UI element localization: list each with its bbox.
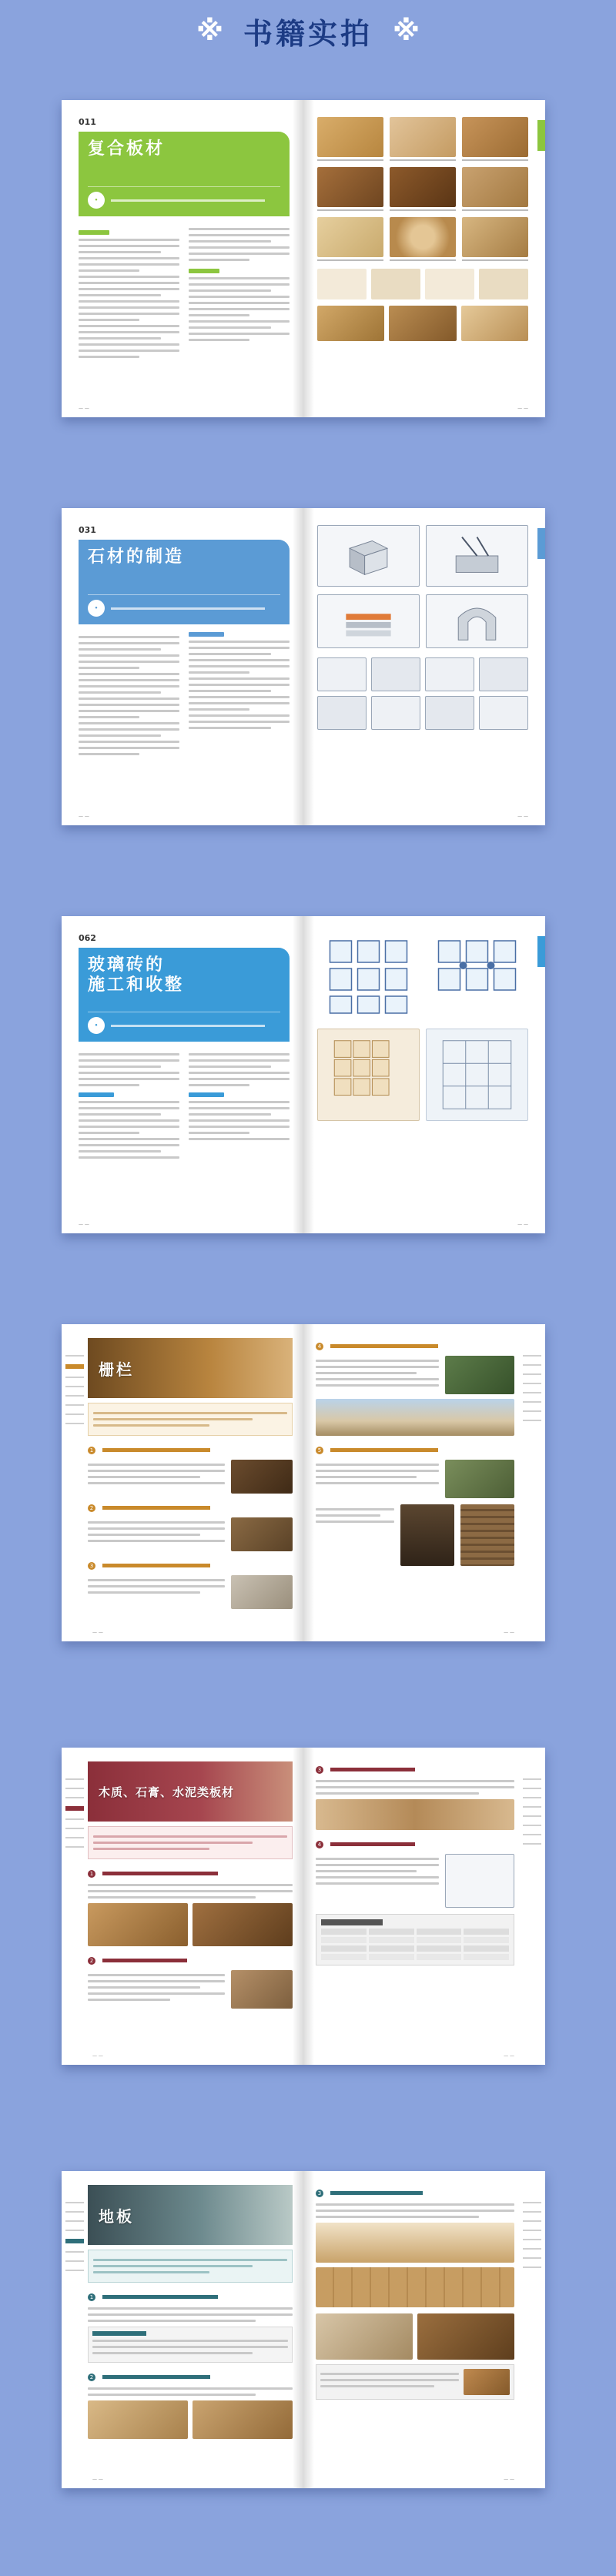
section-number: 062 — [79, 933, 96, 943]
item-number-badge: 2 — [88, 1504, 95, 1512]
finish-sample — [317, 696, 367, 730]
installation-illustration — [426, 1029, 528, 1121]
chapter-nav-column — [519, 2171, 545, 2488]
page-title: 书籍实拍 — [243, 16, 373, 51]
chapter-nav-column — [62, 2171, 88, 2488]
process-illustration-row — [317, 269, 528, 299]
page-number: — — — [92, 2477, 103, 2482]
body-text-column — [189, 1049, 290, 1163]
board-sample-grid — [317, 117, 528, 261]
section-title: 木质、石膏、水泥类板材 — [99, 1785, 235, 1799]
section-title: 复合板材 — [88, 139, 166, 159]
finish-sample — [317, 657, 367, 691]
finish-sample — [479, 657, 528, 691]
page-number: — — — [79, 814, 89, 819]
page-header — [0, 0, 616, 62]
interior-photo — [192, 1903, 293, 1946]
finish-sample — [479, 696, 528, 730]
section-title: 石材的制造 — [88, 547, 185, 567]
key-points-box — [88, 2250, 293, 2283]
page-number: — — — [504, 2053, 514, 2059]
reference-table — [321, 1929, 509, 1960]
spread-right-page — [303, 2171, 545, 2488]
process-illustration — [479, 269, 528, 299]
book-spread-boards — [62, 1748, 545, 2065]
spread-left-page — [62, 100, 303, 417]
joint-diagram — [426, 933, 528, 1018]
decorative-star-right: ※ — [393, 15, 420, 47]
page-number: — — — [517, 406, 528, 411]
interior-photo — [231, 1970, 293, 2009]
chapter-nav-column — [62, 1748, 88, 2065]
spec-table-box — [88, 2327, 293, 2363]
chapter-side-tab — [537, 528, 545, 559]
process-illustration — [371, 269, 420, 299]
finish-sample — [371, 657, 420, 691]
spread-right-page — [303, 916, 545, 1233]
item-number-badge: 2 — [88, 2374, 95, 2381]
board-sample-image — [317, 117, 383, 157]
board-sample-image — [462, 117, 528, 157]
spread-right-page — [303, 1748, 545, 2065]
section-title-line-1: 玻璃砖的 — [88, 955, 166, 975]
point-badge: • — [88, 1017, 105, 1034]
flooring-photo — [192, 2400, 293, 2439]
board-sample-image — [462, 217, 528, 257]
section-number: 031 — [79, 525, 96, 535]
flooring-photo — [316, 2267, 514, 2307]
spread-right-page — [303, 100, 545, 417]
board-sample-image — [317, 167, 383, 207]
reference-table-box — [316, 1914, 514, 1965]
spread-left-page — [62, 1748, 303, 2065]
item-number-badge: 3 — [316, 1766, 323, 1774]
page-number: — — — [79, 406, 89, 411]
page-number: — — — [517, 1222, 528, 1227]
page-number: — — — [517, 814, 528, 819]
key-points-box — [88, 1403, 293, 1436]
flooring-photo — [316, 2313, 413, 2360]
item-number-badge: 3 — [88, 1562, 95, 1570]
spread-left-page — [62, 1324, 303, 1641]
page-number: — — — [92, 1630, 103, 1635]
book-spread-fence — [62, 1324, 545, 1641]
section-title-line-2: 施工和收整 — [88, 975, 185, 995]
stone-cutting-diagram — [427, 526, 527, 586]
finish-samples-grid — [317, 657, 528, 730]
item-number-badge: 5 — [316, 1447, 323, 1454]
chapter-side-tab — [537, 936, 545, 967]
book-gutter-shadow — [293, 1748, 314, 2065]
body-text-column — [79, 224, 179, 362]
flooring-photo — [88, 2400, 188, 2439]
body-text-column — [189, 224, 290, 362]
point-badge: • — [88, 600, 105, 617]
item-number-badge: 1 — [88, 1870, 95, 1878]
book-gutter-shadow — [293, 916, 314, 1233]
section-number: 011 — [79, 117, 96, 127]
item-number-badge: 4 — [316, 1343, 323, 1350]
board-sample-image — [390, 217, 456, 257]
spread-left-page — [62, 2171, 303, 2488]
fence-photo — [231, 1575, 293, 1609]
joint-diagram — [317, 933, 420, 1018]
item-number-badge: 1 — [88, 1447, 95, 1454]
stone-block-diagram — [318, 526, 419, 586]
fence-photo — [231, 1460, 293, 1494]
fence-photo — [231, 1517, 293, 1551]
tip-box — [316, 2364, 514, 2400]
fence-landscape-photo — [316, 1399, 514, 1436]
stone-process-diagrams — [317, 525, 528, 587]
section-title-band — [88, 1338, 293, 1398]
flooring-cross-section — [316, 2223, 514, 2263]
finish-sample — [425, 696, 474, 730]
banner-note — [88, 1012, 280, 1034]
board-photo — [389, 306, 456, 341]
chapter-nav-column — [62, 1324, 88, 1641]
fence-photo — [445, 1356, 514, 1394]
chapter-nav-column — [519, 1324, 545, 1641]
book-gutter-shadow — [293, 100, 314, 417]
process-diagram — [317, 594, 420, 648]
chapter-nav-column — [519, 1748, 545, 2065]
process-illustration — [425, 269, 474, 299]
fence-photo — [445, 1460, 514, 1498]
item-number-badge: 2 — [88, 1957, 95, 1965]
brick-grid-diagram — [426, 933, 528, 1018]
book-spread-flooring — [62, 2171, 545, 2488]
process-diagram — [426, 594, 528, 648]
section-title-band — [88, 2185, 293, 2245]
banner-note — [88, 186, 280, 209]
brick-grid-diagram — [317, 933, 420, 1018]
process-diagram — [317, 525, 420, 587]
book-gutter-shadow — [293, 1324, 314, 1641]
flooring-sample-photo — [464, 2369, 510, 2395]
panel-grid-diagram — [427, 1029, 527, 1120]
section-banner — [79, 540, 290, 624]
book-gutter-shadow — [293, 2171, 314, 2488]
page-number: — — — [79, 1222, 89, 1227]
key-points-box — [88, 1826, 293, 1859]
spread-right-page — [303, 508, 545, 825]
book-spread-glass-brick — [62, 916, 545, 1233]
board-photo — [316, 1799, 514, 1830]
slab-diagram — [318, 595, 419, 647]
body-text-column — [79, 632, 179, 759]
board-sample-image — [462, 167, 528, 207]
board-sample-image — [390, 117, 456, 157]
spread-right-page — [303, 1324, 545, 1641]
banner-note — [88, 594, 280, 617]
section-diagram — [445, 1854, 514, 1908]
section-banner — [79, 948, 290, 1042]
item-number-badge: 1 — [88, 2293, 95, 2301]
board-photo — [461, 306, 528, 341]
book-spread-composite-board — [62, 100, 545, 417]
item-number-badge: 3 — [316, 2190, 323, 2197]
fence-photo — [400, 1504, 454, 1566]
glass-brick-joint-diagrams — [317, 933, 528, 1018]
section-banner — [79, 132, 290, 216]
wood-frame-diagram — [318, 1029, 419, 1120]
board-sample-image — [317, 217, 383, 257]
item-number-badge: 4 — [316, 1841, 323, 1848]
fence-photo — [460, 1504, 514, 1566]
board-photo — [317, 306, 384, 341]
body-text-column — [189, 632, 290, 759]
decorative-star-left: ※ — [196, 15, 223, 47]
section-title: 栅栏 — [99, 1360, 134, 1379]
process-diagram — [426, 525, 528, 587]
arch-stone-diagram — [427, 595, 527, 647]
page-number: — — — [92, 2053, 103, 2059]
flooring-photo — [417, 2313, 514, 2360]
book-gutter-shadow — [293, 508, 314, 825]
book-spread-stone-manufacturing — [62, 508, 545, 825]
finish-sample — [425, 657, 474, 691]
process-illustration — [317, 269, 367, 299]
body-text-column — [79, 1049, 179, 1163]
section-title: 地板 — [99, 2206, 134, 2226]
board-sample-image — [390, 167, 456, 207]
spread-left-page — [62, 508, 303, 825]
chapter-side-tab — [537, 120, 545, 151]
spread-left-page — [62, 916, 303, 1233]
installation-illustration — [317, 1029, 420, 1121]
page-number: — — — [504, 2477, 514, 2482]
page-number: — — — [504, 1630, 514, 1635]
section-title-band — [88, 1761, 293, 1822]
point-badge: • — [88, 192, 105, 209]
finish-sample — [371, 696, 420, 730]
interior-photo — [88, 1903, 188, 1946]
